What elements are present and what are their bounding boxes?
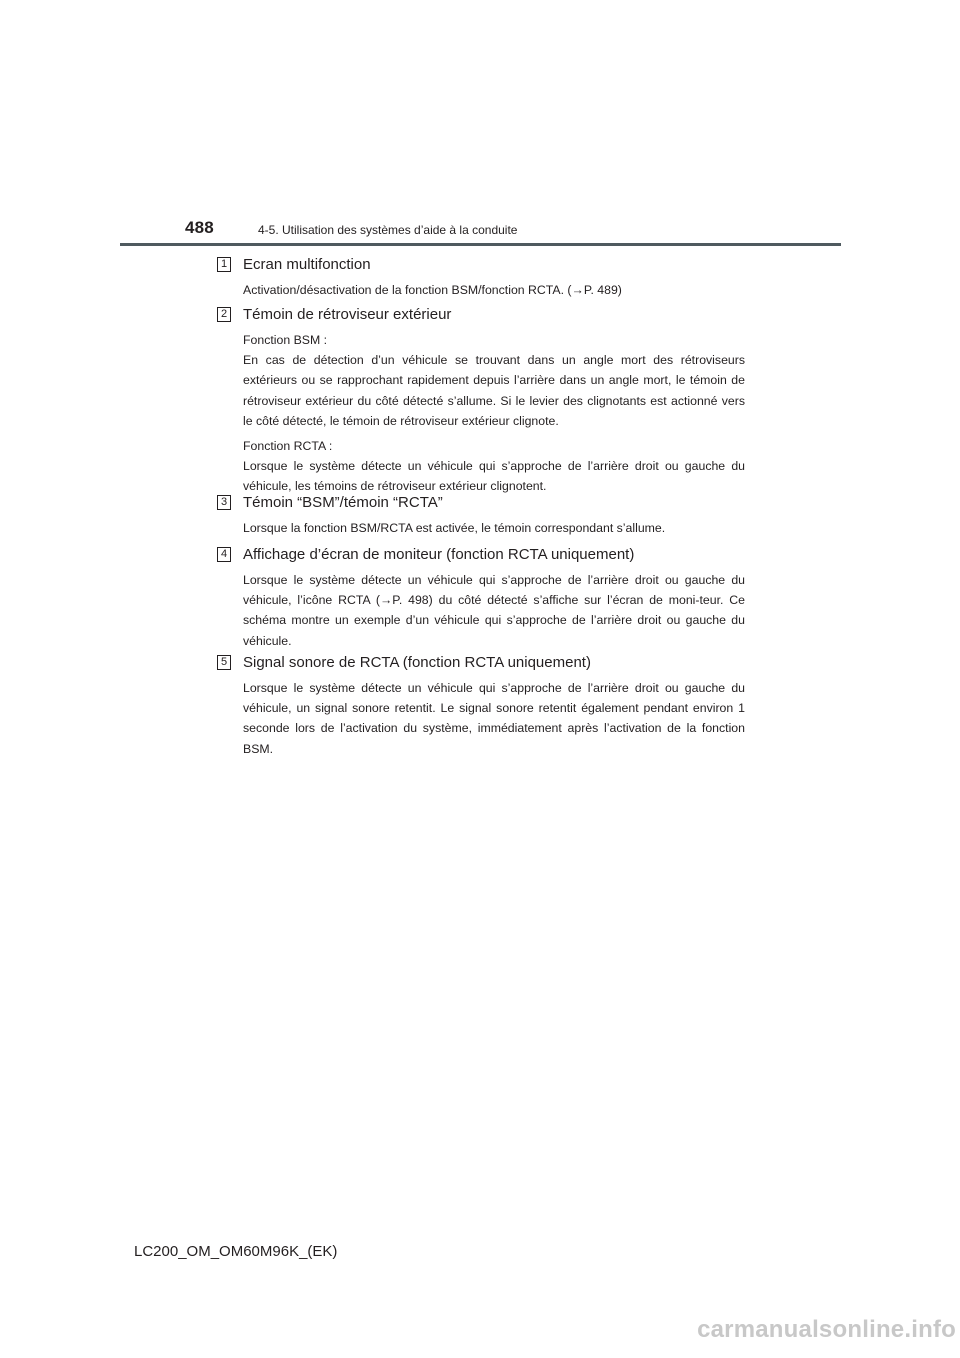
- list-item-3: [217, 492, 745, 538]
- header-divider: [120, 243, 841, 246]
- list-item-2: [217, 304, 745, 497]
- list-item-1: [217, 254, 745, 300]
- item-paragraph: Lorsque le système détecte un véhicule qui s’approche de l’arrière droit ou gauche du véhicule, un signal sonore retentit. Le signal sonore retentit également pendant environ 1 seconde lors de l’activation du système, immédiatement après l’activation de la fonction BSM.: [243, 681, 745, 756]
- item-title: Ecran multifonction: [243, 255, 371, 273]
- item-paragraph: Lorsque la fonction BSM/RCTA est activée, le témoin correspondant s’allume.: [243, 521, 666, 535]
- document-code: LC200_OM_OM60M96K_(EK): [134, 1243, 338, 1260]
- section-title: 4-5. Utilisation des systèmes d’aide à la conduite: [258, 223, 518, 237]
- item-number-badge: 3: [217, 495, 231, 510]
- item-title: Témoin “BSM”/témoin “RCTA”: [243, 493, 443, 511]
- item-title: Témoin de rétroviseur extérieur: [243, 305, 452, 323]
- item-title: Affichage d’écran de moniteur (fonction RCTA uniquement): [243, 545, 635, 563]
- watermark: carmanualsonline.info: [697, 1316, 956, 1343]
- item-paragraph: Fonction BSM : En cas de détection d’un véhicule se trouvant dans un angle mort des rétroviseurs extérieurs ou se rapprochant rapidement depuis l’arrière dans un angle mort, le témoin de rétroviseur extérieur du côté détecté s’allume. Si le levier des clignotants est actionné vers le côté détecté, le témoin de rétroviseur extérieur clignote.: [243, 333, 745, 428]
- item-paragraph: Fonction RCTA : Lorsque le système détecte un véhicule qui s’approche de l’arrière droit ou gauche du véhicule, les témoins de rétroviseur extérieur clignotent.: [243, 439, 745, 494]
- item-number-badge: 4: [217, 547, 231, 562]
- item-number-badge: 2: [217, 307, 231, 322]
- list-item-4: [217, 544, 745, 651]
- item-paragraph: Activation/désactivation de la fonction BSM/fonction RCTA. (→P. 489): [243, 283, 622, 297]
- page-number: 488: [185, 218, 214, 237]
- item-number-badge: 5: [217, 655, 231, 670]
- item-paragraph: Lorsque le système détecte un véhicule qui s’approche de l’arrière droit ou gauche du véhicule, l’icône RCTA (→P. 498) du côté détecté s’affiche sur l’écran de moni-teur. Ce schéma montre un exemple d’un véhicule qui s’approche de l’arrière droit ou gauche du véhicule.: [243, 573, 745, 648]
- list-item-5: [217, 652, 745, 759]
- item-title: Signal sonore de RCTA (fonction RCTA uniquement): [243, 653, 591, 671]
- item-number-badge: 1: [217, 257, 231, 272]
